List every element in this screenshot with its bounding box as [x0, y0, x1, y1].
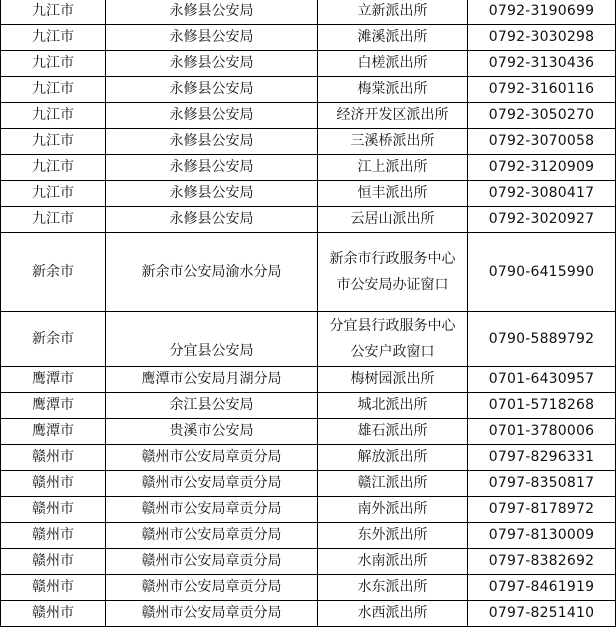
station-cell: 三溪桥派出所	[318, 129, 468, 155]
station-cell: 立新派出所	[318, 0, 468, 25]
city-cell: 赣州市	[1, 601, 106, 627]
station-cell: 梅棠派出所	[318, 77, 468, 103]
station-cell: 梅树园派出所	[318, 367, 468, 393]
station-cell: 水南派出所	[318, 549, 468, 575]
bureau-cell: 赣州市公安局章贡分局	[106, 575, 318, 601]
table-row	[1, 233, 616, 312]
bureau-cell: 赣州市公安局章贡分局	[106, 601, 318, 627]
city-cell: 赣州市	[1, 523, 106, 549]
bureau-cell: 新余市公安局渝水分局	[106, 233, 318, 312]
table-row	[1, 419, 616, 445]
bureau-cell: 永修县公安局	[106, 207, 318, 233]
bureau-cell: 贵溪市公安局	[106, 419, 318, 445]
city-cell: 新余市	[1, 233, 106, 312]
table-row	[1, 445, 616, 471]
phone-cell: 0701-5718268	[468, 393, 616, 419]
table-row	[1, 575, 616, 601]
table-row	[1, 155, 616, 181]
bureau-cell: 赣州市公安局章贡分局	[106, 549, 318, 575]
bureau-cell: 余江县公安局	[106, 393, 318, 419]
table-row	[1, 51, 616, 77]
phone-cell: 0797-8350817	[468, 471, 616, 497]
station-cell: 滩溪派出所	[318, 25, 468, 51]
table-row	[1, 601, 616, 627]
station-cell: 江上派出所	[318, 155, 468, 181]
phone-cell: 0792-3030298	[468, 25, 616, 51]
phone-cell: 0797-8461919	[468, 575, 616, 601]
bureau-cell: 赣州市公安局章贡分局	[106, 497, 318, 523]
city-cell: 九江市	[1, 207, 106, 233]
city-cell: 鹰潭市	[1, 393, 106, 419]
station-cell: 雄石派出所	[318, 419, 468, 445]
city-cell: 赣州市	[1, 575, 106, 601]
station-cell: 水东派出所	[318, 575, 468, 601]
phone-cell: 0792-3120909	[468, 155, 616, 181]
city-cell: 赣州市	[1, 497, 106, 523]
phone-cell: 0701-3780006	[468, 419, 616, 445]
city-cell: 九江市	[1, 51, 106, 77]
table-row	[1, 103, 616, 129]
table-row	[1, 25, 616, 51]
phone-cell: 0792-3080417	[468, 181, 616, 207]
phone-cell: 0797-8382692	[468, 549, 616, 575]
phone-cell: 0790-5889792	[468, 312, 616, 367]
city-cell: 赣州市	[1, 549, 106, 575]
bureau-cell: 永修县公安局	[106, 25, 318, 51]
phone-cell: 0797-8251410	[468, 601, 616, 627]
station-cell: 经济开发区派出所	[318, 103, 468, 129]
bureau-cell: 永修县公安局	[106, 77, 318, 103]
city-cell: 赣州市	[1, 445, 106, 471]
phone-cell: 0797-8296331	[468, 445, 616, 471]
bureau-cell: 永修县公安局	[106, 181, 318, 207]
city-cell: 鹰潭市	[1, 367, 106, 393]
bureau-cell: 永修县公安局	[106, 103, 318, 129]
bureau-cell: 分宜县公安局	[106, 312, 318, 367]
city-cell: 九江市	[1, 181, 106, 207]
table-row	[1, 497, 616, 523]
station-cell: 赣江派出所	[318, 471, 468, 497]
phone-cell: 0792-3070058	[468, 129, 616, 155]
table-row	[1, 181, 616, 207]
table-row	[1, 471, 616, 497]
city-cell: 九江市	[1, 25, 106, 51]
table-row	[1, 207, 616, 233]
station-cell: 白槎派出所	[318, 51, 468, 77]
phone-cell: 0701-6430957	[468, 367, 616, 393]
city-cell: 九江市	[1, 103, 106, 129]
station-cell: 分宜县行政服务中心公安户政窗口	[318, 312, 468, 367]
table-row	[1, 549, 616, 575]
bureau-cell: 永修县公安局	[106, 0, 318, 25]
city-cell: 九江市	[1, 0, 106, 25]
table-row	[1, 77, 616, 103]
station-cell: 新余市行政服务中心市公安局办证窗口	[318, 233, 468, 312]
city-cell: 新余市	[1, 312, 106, 367]
table-row	[1, 523, 616, 549]
bureau-cell: 赣州市公安局章贡分局	[106, 471, 318, 497]
table-row	[1, 367, 616, 393]
table-body	[1, 0, 616, 627]
bureau-cell: 永修县公安局	[106, 129, 318, 155]
bureau-cell: 赣州市公安局章贡分局	[106, 523, 318, 549]
bureau-cell: 鹰潭市公安局月湖分局	[106, 367, 318, 393]
table-row	[1, 0, 616, 25]
station-cell: 南外派出所	[318, 497, 468, 523]
table-row	[1, 312, 616, 367]
phone-cell: 0797-8130009	[468, 523, 616, 549]
city-cell: 九江市	[1, 155, 106, 181]
phone-cell: 0797-8178972	[468, 497, 616, 523]
phone-cell: 0792-3020927	[468, 207, 616, 233]
city-cell: 九江市	[1, 77, 106, 103]
station-cell: 解放派出所	[318, 445, 468, 471]
phone-cell: 0792-3160116	[468, 77, 616, 103]
bureau-cell: 赣州市公安局章贡分局	[106, 445, 318, 471]
station-cell: 恒丰派出所	[318, 181, 468, 207]
table-row	[1, 129, 616, 155]
bureau-cell: 永修县公安局	[106, 51, 318, 77]
phone-cell: 0792-3190699	[468, 0, 616, 25]
bureau-cell: 永修县公安局	[106, 155, 318, 181]
station-cell: 城北派出所	[318, 393, 468, 419]
station-cell: 云居山派出所	[318, 207, 468, 233]
station-cell: 水西派出所	[318, 601, 468, 627]
table-row	[1, 393, 616, 419]
station-cell: 东外派出所	[318, 523, 468, 549]
phone-cell: 0792-3050270	[468, 103, 616, 129]
city-cell: 赣州市	[1, 471, 106, 497]
city-cell: 鹰潭市	[1, 419, 106, 445]
phone-cell: 0790-6415990	[468, 233, 616, 312]
city-cell: 九江市	[1, 129, 106, 155]
phone-cell: 0792-3130436	[468, 51, 616, 77]
